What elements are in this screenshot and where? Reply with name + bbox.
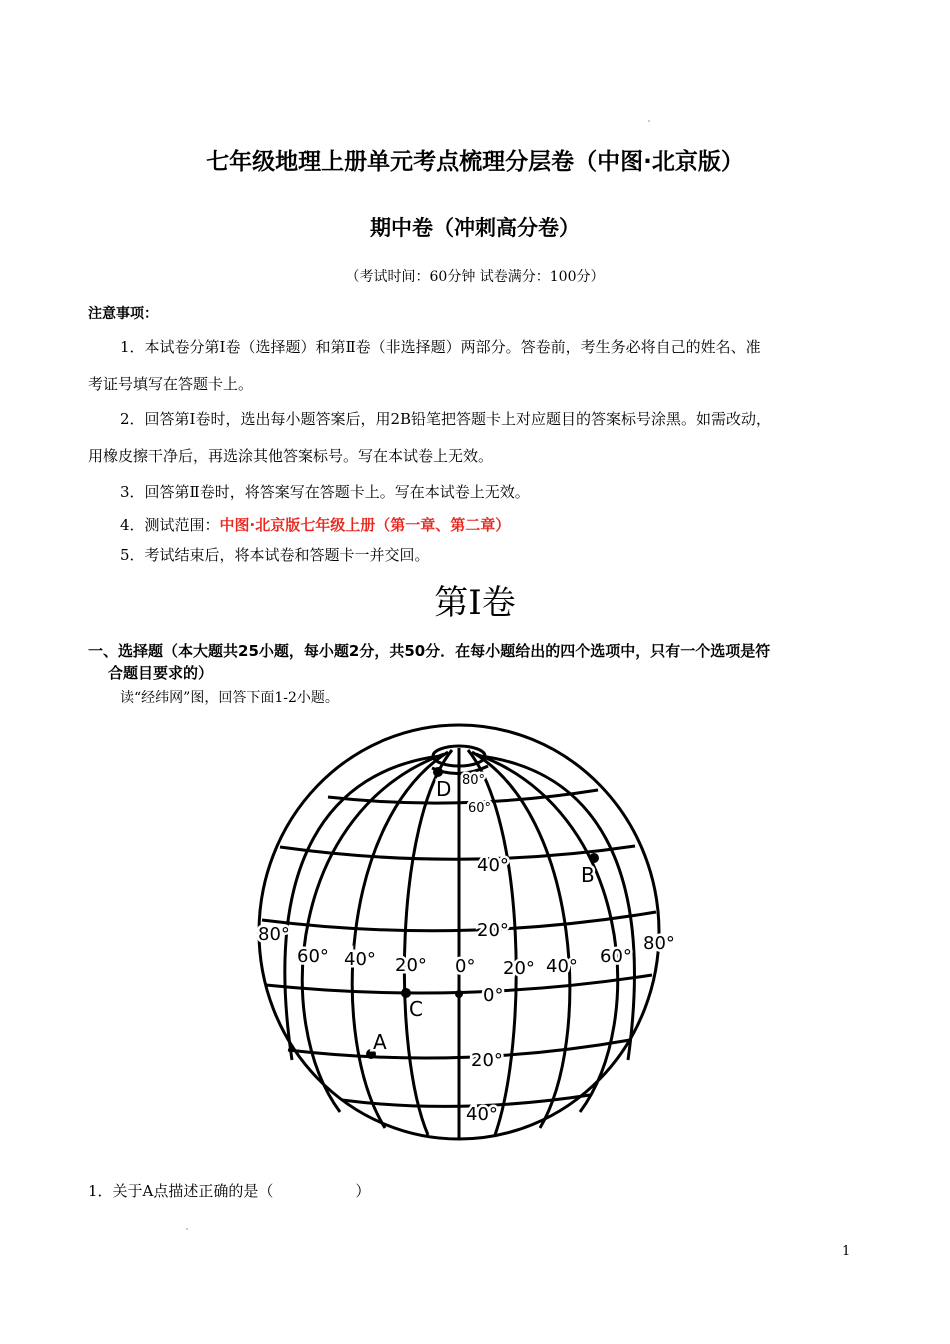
lon-label-w40: 40°	[344, 949, 376, 970]
notice-item-3: 3．回答第Ⅱ卷时，将答案写在答题卡上。写在本试卷上无效。	[120, 483, 530, 501]
lon-label-w60: 60°	[297, 946, 329, 967]
lat-label-20s: 20°	[471, 1050, 503, 1071]
page-title: 七年级地理上册单元考点梳理分层卷（中图·北京版）	[206, 149, 744, 175]
question-1-stem: 1．关于A点描述正确的是（	[88, 1182, 274, 1200]
label-a: A	[373, 1030, 387, 1054]
point-d	[433, 767, 443, 777]
lon-label-w20: 20°	[395, 955, 427, 976]
lat-label-20n: 20°	[477, 920, 509, 941]
lon-label-e60: 60°	[600, 946, 632, 967]
equator-prime-dot	[455, 990, 463, 998]
question-1	[88, 1180, 370, 1201]
test-range: 中图·北京版七年级上册（第一章、第二章）	[219, 516, 511, 534]
lon-label-e80: 80°	[643, 933, 675, 954]
label-c: C	[409, 997, 423, 1021]
point-b	[589, 853, 599, 863]
volume-heading: 第Ⅰ卷	[434, 583, 516, 623]
exam-info: （考试时间：60分钟 试卷满分：100分）	[345, 269, 605, 285]
notice-item-1-line-1: 1．本试卷分第Ⅰ卷（选择题）和第Ⅱ卷（非选择题）两部分。答卷前，考生务必将自己的姓名、准	[120, 338, 761, 356]
map-instruction: 读“经纬网”图，回答下面1-2小题。	[120, 690, 339, 706]
longitude-line-w20	[404, 750, 452, 1135]
lon-label-0: 0°	[455, 956, 476, 977]
section-heading-line-1: 一、选择题（本大题共25小题，每小题2分，共50分．在每小题给出的四个选项中，只有一个选项是符	[88, 642, 771, 660]
scan-dot	[648, 120, 650, 122]
lat-label-40s: 40°	[466, 1104, 498, 1125]
label-d: D	[436, 777, 452, 801]
lat-label-60n: 60°	[468, 801, 492, 816]
graticule-globe	[250, 720, 675, 1160]
notice-item-5: 5．考试结束后，将本试卷和答题卡一并交回。	[120, 546, 430, 564]
page-subtitle: 期中卷（冲刺高分卷）	[370, 216, 580, 240]
notice-item-2-line-1: 2．回答第Ⅰ卷时，选出每小题答案后，用2B铅笔把答题卡上对应题目的答案标号涂黑。如需改动，	[120, 410, 772, 428]
question-1-close: ）	[355, 1182, 371, 1200]
notice-item-4-prefix: 4．测试范围：	[120, 516, 220, 534]
scan-dot	[186, 1228, 188, 1230]
longitude-line-w40	[352, 752, 448, 1128]
notice-item-2-line-2: 用橡皮擦干净后，再选涂其他答案标号。写在本试卷上无效。	[88, 447, 494, 465]
lon-label-e40: 40°	[546, 956, 578, 977]
page-number: 1	[842, 1244, 851, 1259]
lat-label-equator: 0°	[483, 985, 504, 1006]
lat-label-40n: 40°	[477, 855, 509, 876]
notice-item-4	[120, 514, 510, 535]
section-heading	[88, 640, 878, 684]
lat-label-80n: 80°	[462, 773, 486, 788]
notice-item-1-line-2: 考证号填写在答题卡上。	[88, 375, 254, 393]
lon-label-e20: 20°	[503, 958, 535, 979]
lon-label-w80: 80°	[258, 924, 290, 945]
notice-heading: 注意事项：	[88, 306, 158, 322]
section-heading-line-2: 合题目要求的）	[108, 664, 214, 682]
label-b: B	[581, 863, 595, 887]
